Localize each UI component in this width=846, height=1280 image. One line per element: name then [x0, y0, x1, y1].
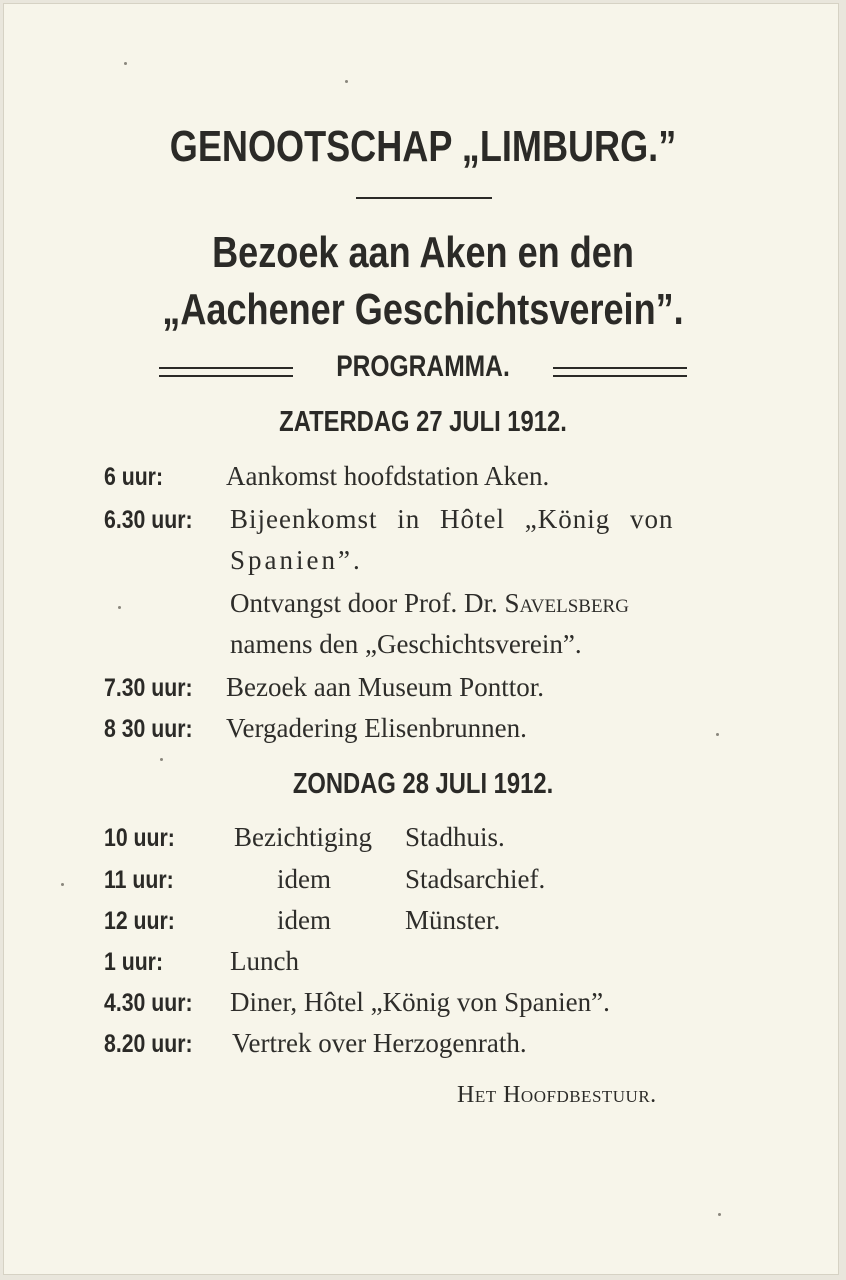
time-slot: 11 uur:	[104, 866, 174, 894]
schedule-entry: Vergadering Elisenbrunnen.	[226, 713, 527, 743]
time-slot: 4.30 uur:	[104, 989, 193, 1017]
time-slot: 1 uur:	[104, 948, 164, 976]
time-slot: 10 uur:	[104, 824, 175, 852]
time-slot: 8 30 uur:	[104, 715, 193, 743]
schedule-place: Stadhuis.	[405, 822, 505, 852]
schedule-place: Münster.	[405, 905, 501, 935]
schedule-entry: Aankomst hoofdstation Aken.	[226, 461, 550, 491]
time-slot: 6.30 uur:	[104, 506, 193, 534]
schedule-entry: namens den „Geschichtsverein”.	[230, 629, 582, 659]
day-saturday-heading: ZATERDAG 27 JULI 1912.	[279, 406, 567, 438]
schedule-entry: Vertrek over Herzogenrath.	[232, 1028, 527, 1058]
programme-heading: PROGRAMMA.	[336, 350, 510, 383]
society-name: GENOOTSCHAP „LIMBURG.”	[169, 122, 677, 171]
schedule-entry: Ontvangst door Prof. Dr. Savelsberg	[230, 588, 629, 618]
schedule-entry: idem	[277, 905, 331, 935]
schedule-entry: Diner, Hôtel „König von Spanien”.	[230, 987, 610, 1017]
schedule-entry: Bezoek aan Museum Ponttor.	[226, 672, 544, 702]
schedule-entry: Lunch	[230, 946, 299, 976]
title-line-1: Bezoek aan Aken en den	[212, 228, 634, 277]
schedule-entry: Bijeenkomst in Hôtel „König von	[230, 504, 674, 534]
signature: Het Hoofdbestuur.	[457, 1082, 657, 1108]
time-slot: 8.20 uur:	[104, 1030, 193, 1058]
schedule-entry: Bezichtiging	[234, 822, 372, 852]
time-slot: 12 uur:	[104, 907, 175, 935]
double-rule-right	[553, 367, 687, 377]
schedule-entry: idem	[277, 864, 331, 894]
time-slot: 7.30 uur:	[104, 674, 193, 702]
schedule-entry-continued: Spanien”.	[230, 545, 363, 575]
day-sunday-heading: ZONDAG 28 JULI 1912.	[292, 768, 554, 800]
time-slot: 6 uur:	[104, 463, 164, 491]
title-line-2: „Aachener Geschichtsverein”.	[162, 285, 684, 334]
divider-short	[356, 197, 492, 199]
schedule-place: Stadsarchief.	[405, 864, 546, 894]
